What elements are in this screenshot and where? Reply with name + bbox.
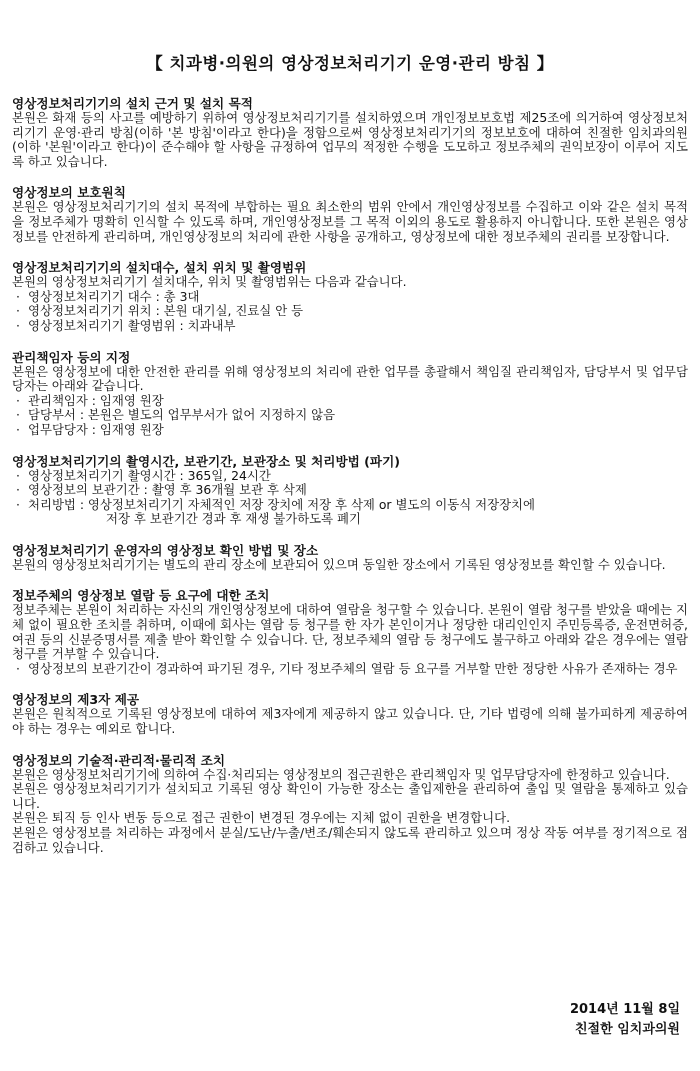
section-paragraph: 본원은 영상정보처리기기가 설치되고 기록된 영상 확인이 가능한 장소는 출입제한을 관리하여 출입 및 열람을 통제하고 있습니다. xyxy=(12,781,688,811)
bullet-icon: · xyxy=(16,407,20,423)
list-item xyxy=(12,423,688,438)
section xyxy=(12,588,688,676)
list-item xyxy=(12,662,688,677)
list-item xyxy=(12,394,688,409)
page-title: 【 치과병·의원의 영상정보처리기기 운영·관리 방침 】 xyxy=(146,54,554,73)
bullet-icon: · xyxy=(16,482,20,498)
list-item xyxy=(12,290,688,305)
section xyxy=(12,185,688,244)
list-item-text: 영상정보처리기기 촬영범위 : 치과내부 xyxy=(28,317,236,333)
list-item-text: 담당부서 : 본원은 별도의 업무부서가 없어 지정하지 않음 xyxy=(28,407,336,423)
section-paragraph: 본원은 원칙적으로 기록된 영상정보에 대하여 제3자에게 제공하지 않고 있습니다. 단, 기타 법령에 의해 불가피하게 제공하여야 하는 경우는 예외로 합니다. xyxy=(12,706,688,737)
bullet-icon: · xyxy=(16,467,20,483)
bullet-icon: · xyxy=(16,288,20,304)
section-paragraph: 본원은 퇴직 등 인사 변동 등으로 접근 권한이 변경된 경우에는 지체 없이 권한을 변경합니다. xyxy=(12,810,511,826)
list-item-text: 영상정보의 보관기간 : 촬영 후 36개월 보관 후 삭제 xyxy=(28,482,307,498)
list-item-text: 관리책임자 : 임재영 원장 xyxy=(28,392,164,408)
list-item-text: 영상정보처리기기 대수 : 총 3대 xyxy=(28,288,200,304)
list-item xyxy=(12,319,688,334)
section xyxy=(12,454,688,527)
section-paragraph: 본원은 영상정보처리기기의 설치 목적에 부합하는 필요 최소한의 범위 안에서 개인영상정보를 수집하고 이와 같은 설치 목적을 정보주체가 명확히 인식할 수 있도록 하며, 개인영상정보를 그 목적 이외의 용도로 활용하지 아니합니다. 또한 본원은 영상정보를 안전하게 관리하며, 개인영상정보의 처리에 관한 사항을 공개하고, 영상정보에 대한 정보주체의 권리를 보장합니다. xyxy=(12,199,688,244)
list-item-text: 영상정보처리기기 위치 : 본원 대기실, 진료실 안 등 xyxy=(28,303,304,319)
section-paragraph: 본원은 영상정보처리기기에 의하여 수집·처리되는 영상정보의 접근권한은 관리책임자 및 업무담당자에 한정하고 있습니다. xyxy=(12,766,670,782)
section-paragraph: 본원은 영상정보에 대한 안전한 관리를 위해 영상정보의 처리에 관한 업무를 총괄해서 책임질 관리책임자, 담당부서 및 업무담당자는 아래와 같습니다. xyxy=(12,363,688,394)
section-heading: 영상정보의 제3자 제공 xyxy=(12,692,140,708)
section xyxy=(12,543,688,573)
bullet-icon: · xyxy=(16,421,20,437)
list-item xyxy=(12,304,688,319)
footer-clinic: 친절한 임치과의원 xyxy=(575,1022,680,1037)
signature-block xyxy=(570,1000,680,1040)
section-paragraph: 본원의 영상정보처리기기는 별도의 관리 장소에 보관되어 있으며 동일한 장소에서 기록된 영상정보를 확인할 수 있습니다. xyxy=(12,556,666,572)
section-heading: 영상정보처리기기의 설치대수, 설치 위치 및 촬영범위 xyxy=(12,260,307,276)
list-item xyxy=(12,469,688,484)
list-item xyxy=(12,483,688,498)
bullet-icon: · xyxy=(16,303,20,319)
bullet-icon: · xyxy=(16,496,20,512)
section-heading: 영상정보처리기기의 촬영시간, 보관기간, 보관장소 및 처리방법 (파기) xyxy=(12,453,401,469)
section xyxy=(12,753,688,856)
list-item-continuation: 저장 후 보관기간 경과 후 재생 불가하도록 폐기 xyxy=(106,511,361,527)
footer-date: 2014년 11월 8일 xyxy=(569,1002,680,1017)
section-heading: 영상정보의 기술적·관리적·물리적 조치 xyxy=(12,752,225,768)
section-paragraph: 본원의 영상정보처리기기 설치대수, 위치 및 촬영범위는 다음과 같습니다. xyxy=(12,274,407,290)
bullet-icon: · xyxy=(16,317,20,333)
list-item-text: 영상정보처리기기 촬영시간 : 365일, 24시간 xyxy=(28,467,271,483)
list-item xyxy=(12,408,688,423)
section-paragraph: 정보주체는 본원이 처리하는 자신의 개인영상정보에 대하여 열람을 청구할 수 있습니다. 본원이 열람 청구를 받았을 때에는 지체 없이 필요한 조치를 취하며, 이때에 회사는 열람 등 청구를 한 자가 본인이거나 정당한 대리인인지 주민등록증, 운전면허증, 여권 등의 신분증명서를 제출 받아 확인할 수 있습니다. 단, 정보주체의 열람 등 청구에도 불구하고 아래와 같은 경우에는 열람 청구를 거부할 수 있습니다. xyxy=(12,602,688,662)
list-item-text: 영상정보의 보관기간이 경과하여 파기된 경우, 기타 정보주체의 열람 등 요구를 거부할 만한 정당한 사유가 존재하는 경우 xyxy=(28,660,678,676)
section xyxy=(12,96,688,169)
section-heading: 영상정보처리기기의 설치 근거 및 설치 목적 xyxy=(12,96,253,111)
list-item-text: 업무담당자 : 임재영 원장 xyxy=(28,421,164,437)
section-heading: 관리책임자 등의 지정 xyxy=(12,349,131,365)
list-item xyxy=(12,498,688,513)
section-paragraph: 본원은 영상정보를 처리하는 과정에서 분실/도난/누출/변조/훼손되지 않도록 관리하고 있으며 정상 작동 여부를 정기적으로 점검하고 있습니다. xyxy=(12,825,688,855)
list-item-text: 처리방법 : 영상정보처리기기 자체적인 저장 장치에 저장 후 삭제 or 별도의 이동식 저장장치에 xyxy=(28,496,535,512)
section-heading: 영상정보의 보호원칙 xyxy=(12,185,126,201)
bullet-icon: · xyxy=(16,660,20,676)
section-paragraph: 본원은 화재 등의 사고를 예방하기 위하여 영상정보처리기기를 설치하였으며 개인정보보호법 제25조에 의거하여 영상정보처리기기 운영·관리 방침(이하 '본 방침'이라고 한다)을 정함으로써 영상정보처리기기의 정보보호에 대하여 친절한 임치과의원(이하 '본원'이라고 한다)이 준수해야 할 사항을 규정하여 업무의 적정한 수행을 도모하고 정보주체의 권익보장이 이루어 지도록 하고 있습니다. xyxy=(12,110,688,169)
document-body xyxy=(12,96,688,871)
section xyxy=(12,350,688,438)
section-heading: 영상정보처리기기 운영자의 영상정보 확인 방법 및 장소 xyxy=(12,542,319,558)
bullet-icon: · xyxy=(16,392,20,408)
section xyxy=(12,260,688,333)
section-heading: 정보주체의 영상정보 열람 등 요구에 대한 조치 xyxy=(12,588,270,604)
section xyxy=(12,692,688,736)
